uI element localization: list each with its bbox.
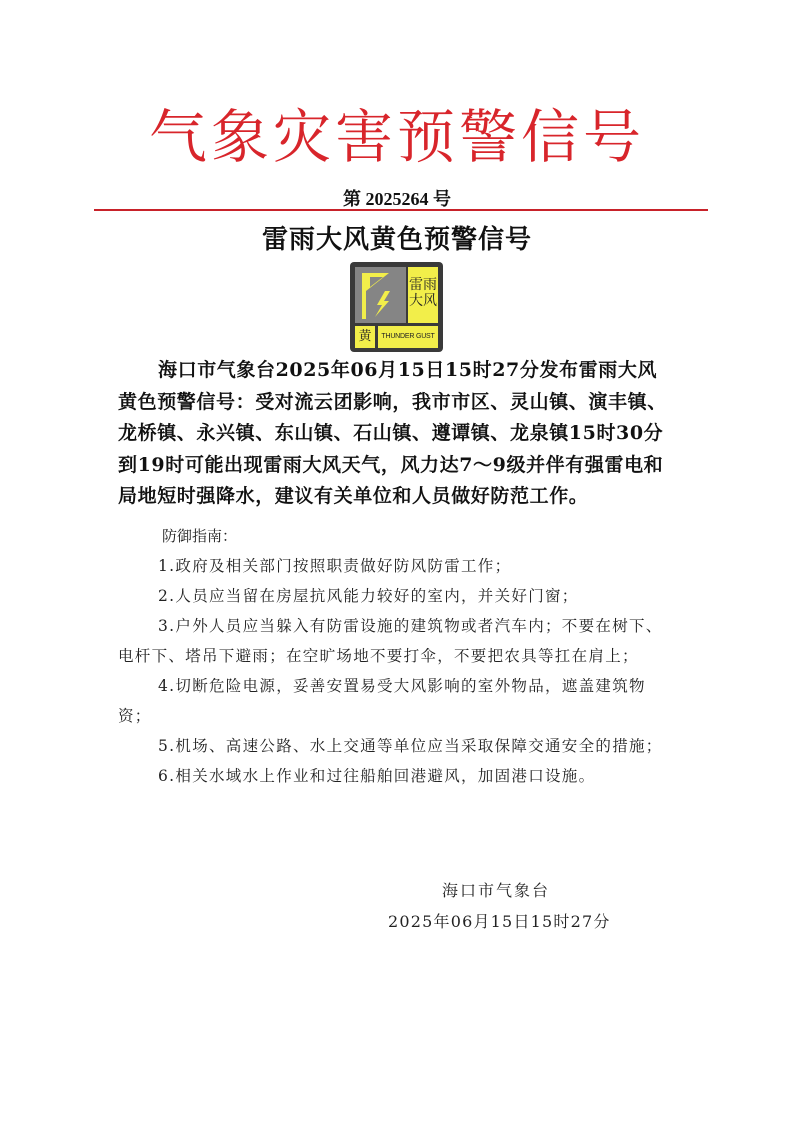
red-divider <box>94 209 708 211</box>
badge-name-line2: 大风 <box>409 293 437 309</box>
signal-title: 雷雨大风黄色预警信号 <box>261 225 532 255</box>
lead-paragraph: 海口市气象台2025年06月15日15时27分发布雷雨大风黄色预警信号：受对流云团影响，我市市区、灵山镇、演丰镇、龙桥镇、永兴镇、东山镇、石山镇、遵谭镇、龙泉镇15时30分到19时可能出现雷雨大风天气，风力达7～9级并伴有强雷电和局地短时强降水，建议有关单位和人员做好防范工作。 <box>118 359 667 507</box>
badge-name <box>408 267 438 323</box>
badge-name-line1: 雷雨 <box>409 277 437 293</box>
document-number: 第 2025264 号 <box>343 189 451 209</box>
issue-datetime: 2025年06月15日15时27分 <box>388 912 611 931</box>
badge-level: 黄 <box>355 326 375 348</box>
document-headline: 气象灾害预警信号 <box>148 103 645 171</box>
lightning-flag-icon <box>355 267 406 323</box>
guide-item: 1.政府及相关部门按照职责做好防风防雷工作； <box>158 556 512 575</box>
guide-item: 5.机场、高速公路、水上交通等单位应当采取保障交通安全的措施； <box>158 736 663 755</box>
guide-item: 4.切断危险电源，妥善安置易受大风影响的室外物品，遮盖建筑物资； <box>118 676 646 725</box>
badge-english-label: THUNDER GUST <box>378 326 438 348</box>
guide-title: 防御指南： <box>162 526 238 545</box>
guide-item: 3.户外人员应当躲入有防雷设施的建筑物或者汽车内；不要在树下、电杆下、塔吊下避雨；在空旷场地不要打伞，不要把农具等扛在肩上； <box>118 616 663 665</box>
document-body <box>118 355 674 791</box>
guide-item: 2.人员应当留在房屋抗风能力较好的室内，并关好门窗； <box>158 586 579 605</box>
issuer-signature: 海口市气象台 <box>442 881 551 900</box>
guide-item: 6.相关水域水上作业和过往船舶回港避风，加固港口设施。 <box>158 766 596 785</box>
thunder-gust-yellow-signal-icon <box>350 262 443 352</box>
